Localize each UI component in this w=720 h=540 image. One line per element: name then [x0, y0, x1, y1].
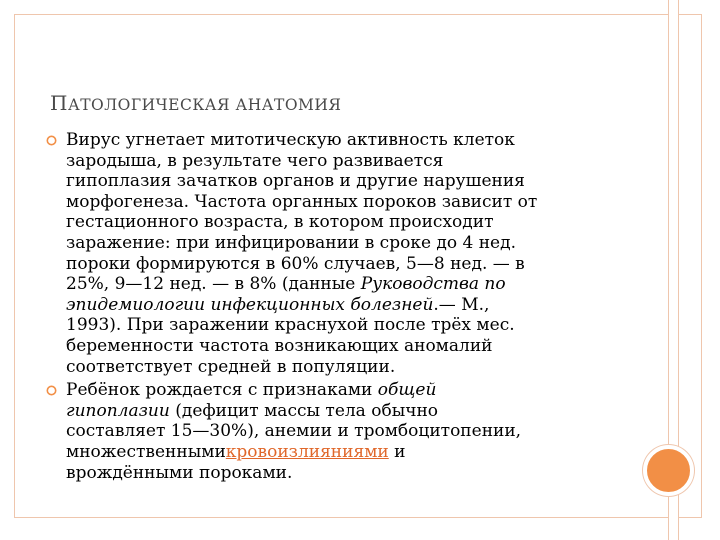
text-segment: (дефицит массы тела обычно: [169, 400, 439, 421]
italic-text: эпидемиологии инфекционных болезней: [66, 294, 434, 315]
slide-body: [46, 130, 646, 486]
text-line: [66, 421, 646, 442]
text-line: [66, 130, 646, 151]
text-line: [66, 315, 646, 336]
ring-bullet-icon: [46, 135, 57, 146]
text-segment: соответствует средней в популяции.: [66, 356, 396, 377]
text-line: [66, 295, 646, 316]
text-segment: заражение: при инфицировании в сроке до 4 нед.: [66, 232, 516, 253]
bullet-item: [46, 380, 646, 483]
text-line: [66, 357, 646, 378]
text-segment: Вирус угнетает митотическую активность клеток: [66, 130, 515, 150]
text-segment: составляет 15—30%), анемии и тромбоцитопении,: [66, 421, 522, 442]
text-line: [66, 233, 646, 254]
slide-title: [50, 80, 341, 118]
text-line: [66, 442, 646, 463]
hemorrhage-link[interactable]: кровоизлияниями: [225, 441, 389, 462]
text-segment: гестационного возраста, в котором происходит: [66, 212, 494, 233]
text-segment: морфогенеза. Частота органных пороков зависит от: [66, 191, 538, 212]
slide-title-rest: АТОЛОГИЧЕСКАЯ АНАТОМИЯ: [67, 96, 342, 114]
text-segment: гипоплазия зачатков органов и другие нарушения: [66, 171, 525, 192]
text-line: [66, 336, 646, 357]
text-segment: врождёнными пороками.: [66, 462, 293, 483]
text-segment: множественными: [66, 441, 226, 462]
bullet-item: [46, 130, 646, 377]
text-line: [66, 463, 646, 484]
slide-title-first-letter: П: [50, 91, 68, 115]
text-segment: беременности частота возникающих аномалий: [66, 335, 493, 356]
text-segment: пороки формируются в 60% случаев, 5—8 нед. — в: [66, 253, 525, 274]
text-line: [66, 401, 646, 422]
text-segment: 1993). При заражении краснухой после трёх мес.: [66, 315, 515, 336]
ring-bullet-icon: [46, 385, 57, 396]
text-line: [66, 274, 646, 295]
text-segment: .— М.,: [433, 294, 490, 315]
decorative-circle: [643, 445, 694, 496]
text-line: [66, 171, 646, 192]
text-line: [66, 151, 646, 172]
text-line: [66, 212, 646, 233]
text-line: [66, 254, 646, 275]
text-segment: 25%, 9—12 нед. — в 8% (данные: [66, 274, 361, 295]
text-line: [66, 380, 646, 401]
italic-text: общей: [377, 380, 437, 401]
text-segment: и: [388, 441, 406, 462]
text-segment: Ребёнок рождается с признаками: [66, 380, 378, 401]
italic-text: Руководства по: [360, 274, 506, 295]
text-segment: зародыша, в результате чего развивается: [66, 150, 444, 171]
text-line: [66, 192, 646, 213]
italic-text: гипоплазии: [66, 400, 170, 421]
